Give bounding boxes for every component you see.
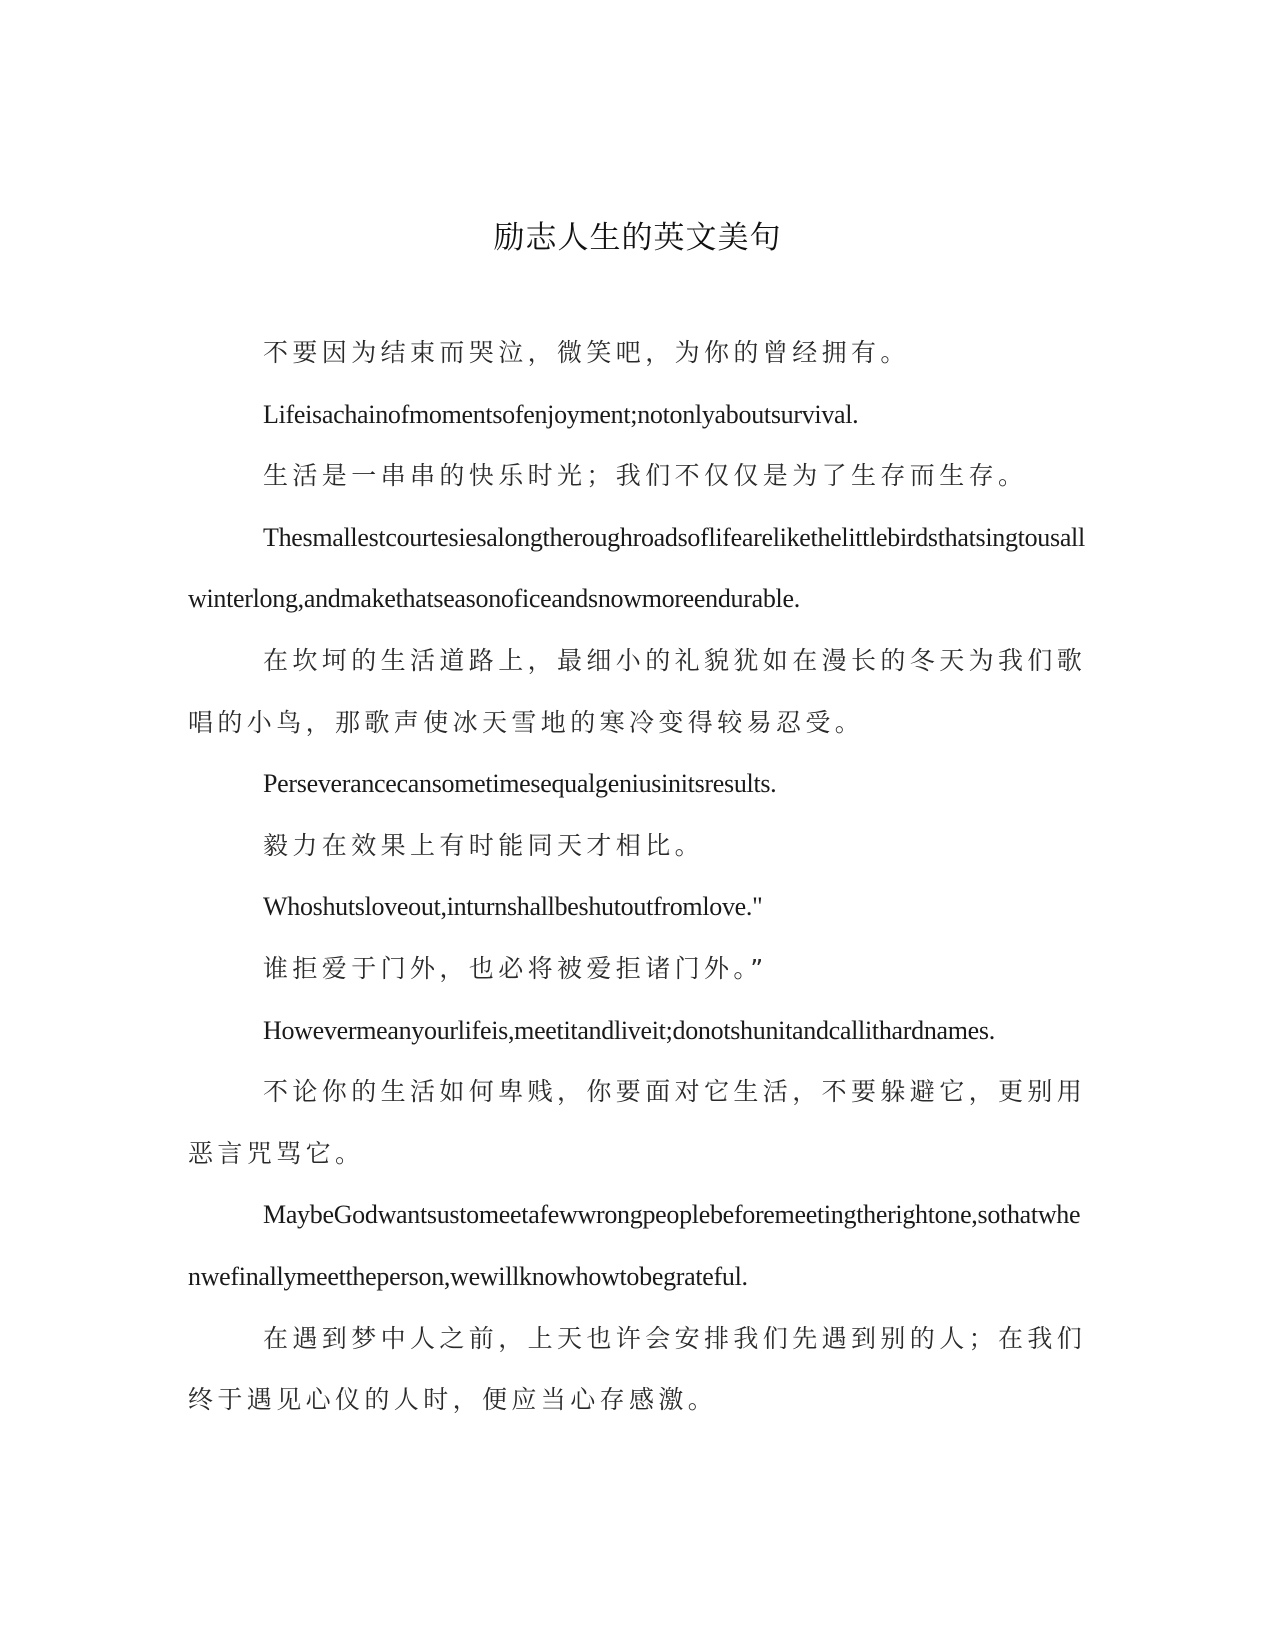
paragraph-4: Thesmallestcourtesiesalongtheroughroadsoflifearelikethelittlebirdsthatsingtousallwinterlong,andmakethatseasonoficeandsnowmoreendurable.	[188, 522, 1085, 614]
paragraph-13: 在遇到梦中人之前，上天也许会安排我们先遇到别的人；在我们终于遇见心仪的人时，便应当心存感激。	[188, 1323, 1087, 1415]
paragraph-10: Howevermeanyourlifeis,meetitandliveit;donotshunitandcallithardnames.	[263, 1015, 995, 1045]
paragraph-9: 谁拒爱于门外，也必将被爱拒诸门外。”	[263, 953, 768, 983]
document-body	[188, 322, 1088, 1431]
paragraph-1: 不要因为结束而哭泣，微笑吧，为你的曾经拥有。	[263, 338, 910, 367]
paragraph-7: 毅力在效果上有时能同天才相比。	[263, 830, 705, 860]
paragraph-8: Whoshutsloveout,inturnshallbeshutoutfromlove."	[263, 892, 763, 922]
paragraph-11: 不论你的生活如何卑贱，你要面对它生活，不要躲避它，更别用恶言咒骂它。	[188, 1077, 1087, 1168]
paragraph-2: Lifeisachainofmomentsofenjoyment;notonlyaboutsurvival.	[263, 399, 859, 429]
document-title: 励志人生的英文美句	[493, 220, 782, 256]
paragraph-12: MaybeGodwantsustomeetafewwrongpeoplebeforemeetingtherightone,sothatwhenwefinallymeettheperson,wewillknowhowtobegrateful.	[188, 1200, 1081, 1291]
paragraph-6: Perseverancecansometimesequalgeniusinitsresults.	[263, 769, 777, 799]
paragraph-3: 生活是一串串的快乐时光；我们不仅仅是为了生存而生存。	[263, 461, 1028, 491]
paragraph-5: 在坎坷的生活道路上，最细小的礼貌犹如在漫长的冬天为我们歌唱的小鸟，那歌声使冰天雪地的寒冷变得较易忍受。	[188, 645, 1087, 737]
